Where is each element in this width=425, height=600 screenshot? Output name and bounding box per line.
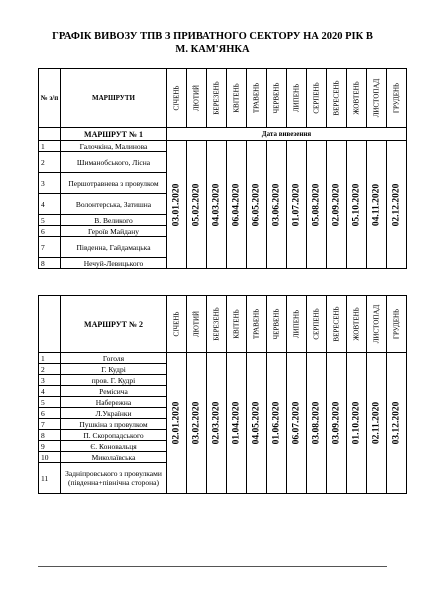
month-header bbox=[267, 69, 287, 128]
collection-date: 03.08.2020 bbox=[311, 401, 321, 445]
collection-date: 02.09.2020 bbox=[331, 183, 341, 226]
month-header bbox=[307, 296, 327, 353]
row-number: 11 bbox=[39, 463, 61, 494]
row-number: 3 bbox=[39, 375, 61, 386]
header-routes: МАРШРУТИ bbox=[61, 69, 167, 128]
month-label: ЛИПЕНЬ bbox=[292, 83, 300, 113]
month-label: СІЧЕНЬ bbox=[172, 311, 180, 337]
collection-date-cell bbox=[207, 353, 227, 494]
row-number: 6 bbox=[39, 226, 61, 237]
collection-date: 06.04.2020 bbox=[231, 183, 241, 226]
month-label: БЕРЕЗЕНЬ bbox=[212, 307, 220, 341]
row-number: 6 bbox=[39, 408, 61, 419]
month-header bbox=[367, 69, 387, 128]
empty-cell bbox=[39, 128, 61, 141]
title-line-2: М. КАМ'ЯНКА bbox=[175, 44, 250, 55]
collection-date-cell bbox=[367, 353, 387, 494]
row-number: 2 bbox=[39, 152, 61, 173]
row-number: 1 bbox=[39, 353, 61, 364]
collection-date: 02.03.2020 bbox=[211, 401, 221, 445]
month-label: ЖОВТЕНЬ bbox=[352, 307, 360, 341]
collection-date-cell bbox=[327, 141, 347, 269]
route-title: МАРШРУТ № 2 bbox=[61, 296, 167, 353]
collection-date: 03.02.2020 bbox=[191, 401, 201, 445]
collection-date-cell bbox=[307, 353, 327, 494]
month-label: ВЕРЕСЕНЬ bbox=[332, 80, 340, 116]
table-row bbox=[39, 353, 407, 364]
collection-date: 01.07.2020 bbox=[291, 183, 301, 226]
collection-date-cell bbox=[267, 141, 287, 269]
collection-date: 02.12.2020 bbox=[391, 183, 401, 226]
month-header bbox=[387, 69, 407, 128]
collection-date-cell bbox=[267, 353, 287, 494]
route-street: Галочкіна, Малинова bbox=[61, 141, 167, 152]
date-label: Дата вивезення bbox=[167, 128, 407, 141]
route-street: Пушкіна з провулком bbox=[61, 419, 167, 430]
month-label: ЛИСТОПАД bbox=[372, 304, 380, 344]
collection-date-cell bbox=[287, 353, 307, 494]
collection-date: 04.03.2020 bbox=[211, 183, 221, 226]
route-street: П. Скоропадського bbox=[61, 430, 167, 441]
collection-date: 06.05.2020 bbox=[251, 183, 261, 226]
collection-date-cell bbox=[347, 353, 367, 494]
route-street: Гоголя bbox=[61, 353, 167, 364]
month-header bbox=[287, 296, 307, 353]
month-header bbox=[187, 296, 207, 353]
month-label: ГРУДЕНЬ bbox=[392, 82, 400, 114]
header-num: № з/п bbox=[39, 69, 61, 128]
collection-date: 02.11.2020 bbox=[371, 401, 381, 445]
route-street: Шиманобського, Лісна bbox=[61, 152, 167, 173]
footer-divider bbox=[38, 566, 387, 567]
collection-date: 05.10.2020 bbox=[351, 183, 361, 226]
collection-date-cell bbox=[387, 353, 407, 494]
collection-date-cell bbox=[227, 141, 247, 269]
month-header bbox=[347, 69, 367, 128]
month-header bbox=[167, 296, 187, 353]
row-number: 4 bbox=[39, 194, 61, 215]
month-label: СІЧЕНЬ bbox=[172, 85, 180, 111]
collection-date: 03.06.2020 bbox=[271, 183, 281, 226]
route-street: Першотравнева з провулком bbox=[61, 173, 167, 194]
month-label: СЕРПЕНЬ bbox=[312, 308, 320, 340]
collection-date: 01.04.2020 bbox=[231, 401, 241, 445]
collection-date: 01.06.2020 bbox=[271, 401, 281, 445]
row-number: 8 bbox=[39, 258, 61, 269]
month-header bbox=[287, 69, 307, 128]
row-number: 10 bbox=[39, 452, 61, 463]
collection-date: 05.08.2020 bbox=[311, 183, 321, 226]
route-street: Ремісича bbox=[61, 386, 167, 397]
month-header bbox=[327, 69, 347, 128]
row-number: 5 bbox=[39, 215, 61, 226]
month-label: ЧЕРВЕНЬ bbox=[272, 308, 280, 340]
route-street: пров. Г. Кудрі bbox=[61, 375, 167, 386]
collection-date-cell bbox=[247, 141, 267, 269]
collection-date-cell bbox=[347, 141, 367, 269]
row-number: 8 bbox=[39, 430, 61, 441]
route-street: В. Великого bbox=[61, 215, 167, 226]
month-label: ЛИСТОПАД bbox=[372, 78, 380, 118]
route-street: Л.Українки bbox=[61, 408, 167, 419]
month-label: ЧЕРВЕНЬ bbox=[272, 82, 280, 114]
row-number: 9 bbox=[39, 441, 61, 452]
row-number: 5 bbox=[39, 397, 61, 408]
collection-date-cell bbox=[187, 353, 207, 494]
month-header bbox=[267, 296, 287, 353]
row-number: 1 bbox=[39, 141, 61, 152]
month-label: ТРАВЕНЬ bbox=[252, 308, 260, 340]
page-title bbox=[20, 30, 405, 56]
schedule-table-route-2 bbox=[38, 295, 407, 494]
month-header bbox=[347, 296, 367, 353]
collection-date: 03.01.2020 bbox=[171, 183, 181, 226]
row-number: 4 bbox=[39, 386, 61, 397]
route-street: Волонтерська, Затишна bbox=[61, 194, 167, 215]
collection-date-cell bbox=[167, 141, 187, 269]
route-street: Героїв Майдану bbox=[61, 226, 167, 237]
collection-date: 01.10.2020 bbox=[351, 401, 361, 445]
route-street: Г. Кудрі bbox=[61, 364, 167, 375]
schedule-table-route-1 bbox=[38, 68, 407, 269]
route-street: Південна, Гайдамацька bbox=[61, 237, 167, 258]
route-street: Є. Коновальця bbox=[61, 441, 167, 452]
month-header bbox=[207, 296, 227, 353]
month-header bbox=[367, 296, 387, 353]
collection-date: 03.12.2020 bbox=[391, 401, 401, 445]
row-number: 7 bbox=[39, 419, 61, 430]
month-header bbox=[227, 296, 247, 353]
collection-date-cell bbox=[207, 141, 227, 269]
month-header bbox=[207, 69, 227, 128]
collection-date-cell bbox=[367, 141, 387, 269]
month-header bbox=[387, 296, 407, 353]
collection-date-cell bbox=[307, 141, 327, 269]
month-header bbox=[247, 69, 267, 128]
month-label: КВІТЕНЬ bbox=[232, 309, 240, 339]
month-header bbox=[227, 69, 247, 128]
collection-date-cell bbox=[227, 353, 247, 494]
month-label: ЖОВТЕНЬ bbox=[352, 81, 360, 115]
month-header bbox=[247, 296, 267, 353]
month-label: ЛЮТИЙ bbox=[192, 84, 200, 112]
empty-cell bbox=[39, 296, 61, 353]
collection-date: 02.01.2020 bbox=[171, 401, 181, 445]
title-line-1: ГРАФІК ВИВОЗУ ТПВ З ПРИВАТНОГО СЕКТОРУ НА 2020 РІК В bbox=[52, 31, 373, 42]
collection-date-cell bbox=[247, 353, 267, 494]
collection-date-cell bbox=[387, 141, 407, 269]
month-header bbox=[167, 69, 187, 128]
table-row bbox=[39, 141, 407, 152]
month-label: КВІТЕНЬ bbox=[232, 83, 240, 113]
collection-date: 04.11.2020 bbox=[371, 183, 381, 226]
collection-date-cell bbox=[187, 141, 207, 269]
month-label: ТРАВЕНЬ bbox=[252, 82, 260, 114]
collection-date: 03.09.2020 bbox=[331, 401, 341, 445]
collection-date-cell bbox=[287, 141, 307, 269]
month-header bbox=[307, 69, 327, 128]
month-label: ЛИПЕНЬ bbox=[292, 309, 300, 339]
row-number: 2 bbox=[39, 364, 61, 375]
collection-date: 06.07.2020 bbox=[291, 401, 301, 445]
month-label: ЛЮТИЙ bbox=[192, 310, 200, 338]
collection-date: 05.02.2020 bbox=[191, 183, 201, 226]
month-label: ГРУДЕНЬ bbox=[392, 308, 400, 340]
month-header bbox=[187, 69, 207, 128]
collection-date: 04.05.2020 bbox=[251, 401, 261, 445]
month-label: БЕРЕЗЕНЬ bbox=[212, 81, 220, 115]
month-header bbox=[327, 296, 347, 353]
route-street: Нечуй-Левицького bbox=[61, 258, 167, 269]
collection-date-cell bbox=[327, 353, 347, 494]
row-number: 7 bbox=[39, 237, 61, 258]
collection-date-cell bbox=[167, 353, 187, 494]
month-label: ВЕРЕСЕНЬ bbox=[332, 306, 340, 342]
row-number: 3 bbox=[39, 173, 61, 194]
route-street: Задніпровського з провулками (південна+північна сторона) bbox=[61, 463, 167, 494]
month-label: СЕРПЕНЬ bbox=[312, 82, 320, 114]
route-title: МАРШРУТ № 1 bbox=[61, 128, 167, 141]
route-street: Миколаївська bbox=[61, 452, 167, 463]
route-street: Набережна bbox=[61, 397, 167, 408]
